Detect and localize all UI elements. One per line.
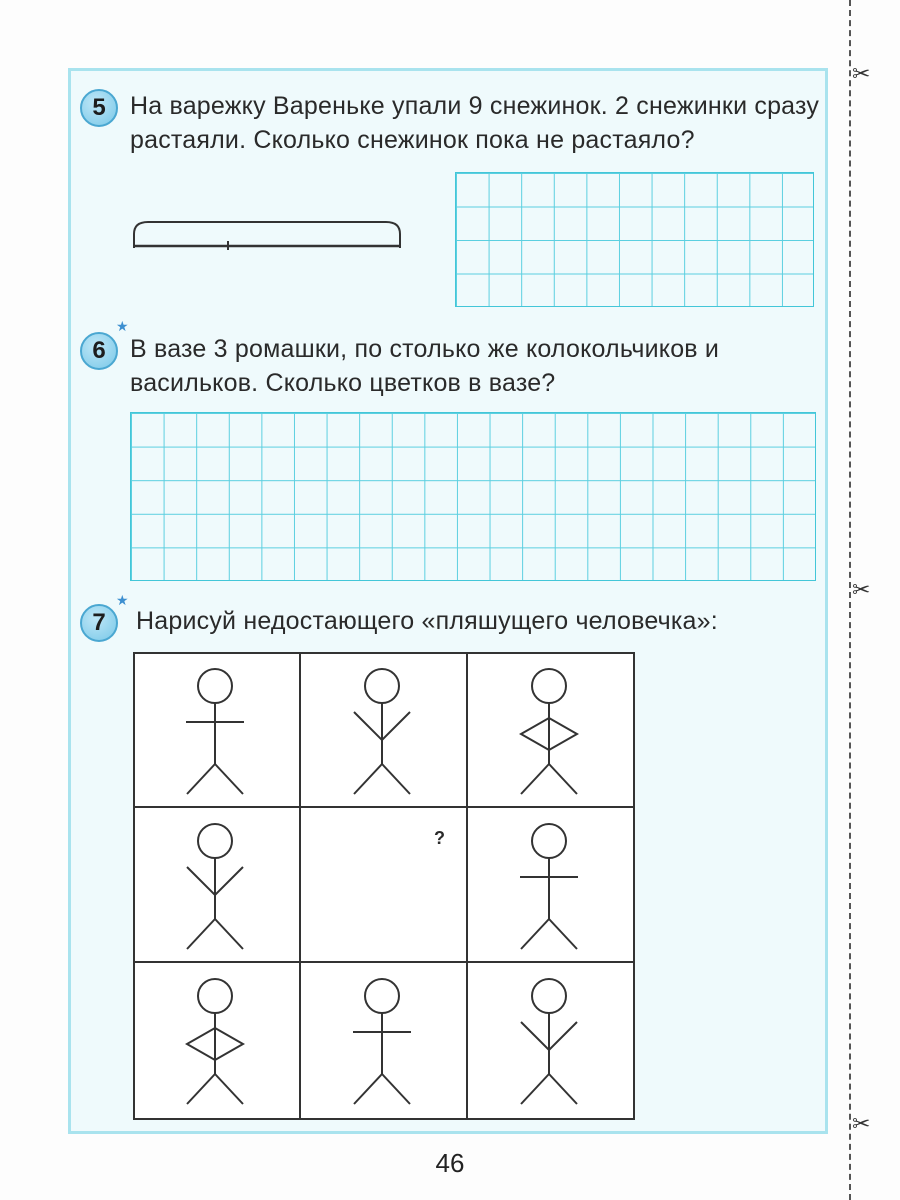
scissors-icon: ✂ — [852, 1111, 871, 1136]
page-number: 46 — [435, 1148, 465, 1178]
dancing-men-puzzle — [133, 652, 635, 1120]
star-icon: ★ — [116, 592, 129, 608]
task-number-badge: 5 — [80, 89, 118, 127]
task-number-badge: 6 — [80, 332, 118, 370]
task-6-text: В вазе 3 ромашки, по столько же колокольчиков и васильков. Сколько цветков в вазе? — [130, 335, 720, 397]
task-7-text: Нарисуй недостающего «пляшущего человечка»: — [136, 607, 718, 635]
answer-grid-task-5[interactable] — [455, 172, 814, 307]
missing-figure-mark: ? — [434, 828, 445, 848]
cut-line — [849, 0, 851, 1200]
answer-grid-task-6[interactable] — [130, 412, 816, 581]
scissors-icon: ✂ — [852, 61, 871, 86]
segment-diagram — [128, 212, 408, 252]
scissors-icon: ✂ — [852, 577, 871, 602]
task-5-text: На варежку Вареньке упали 9 снежинок. 2 снежинки сразу растаяли. Сколько снежинок пока не растаяло? — [130, 92, 820, 154]
task-number-badge: 7 — [80, 604, 118, 642]
star-icon: ★ — [116, 318, 129, 334]
